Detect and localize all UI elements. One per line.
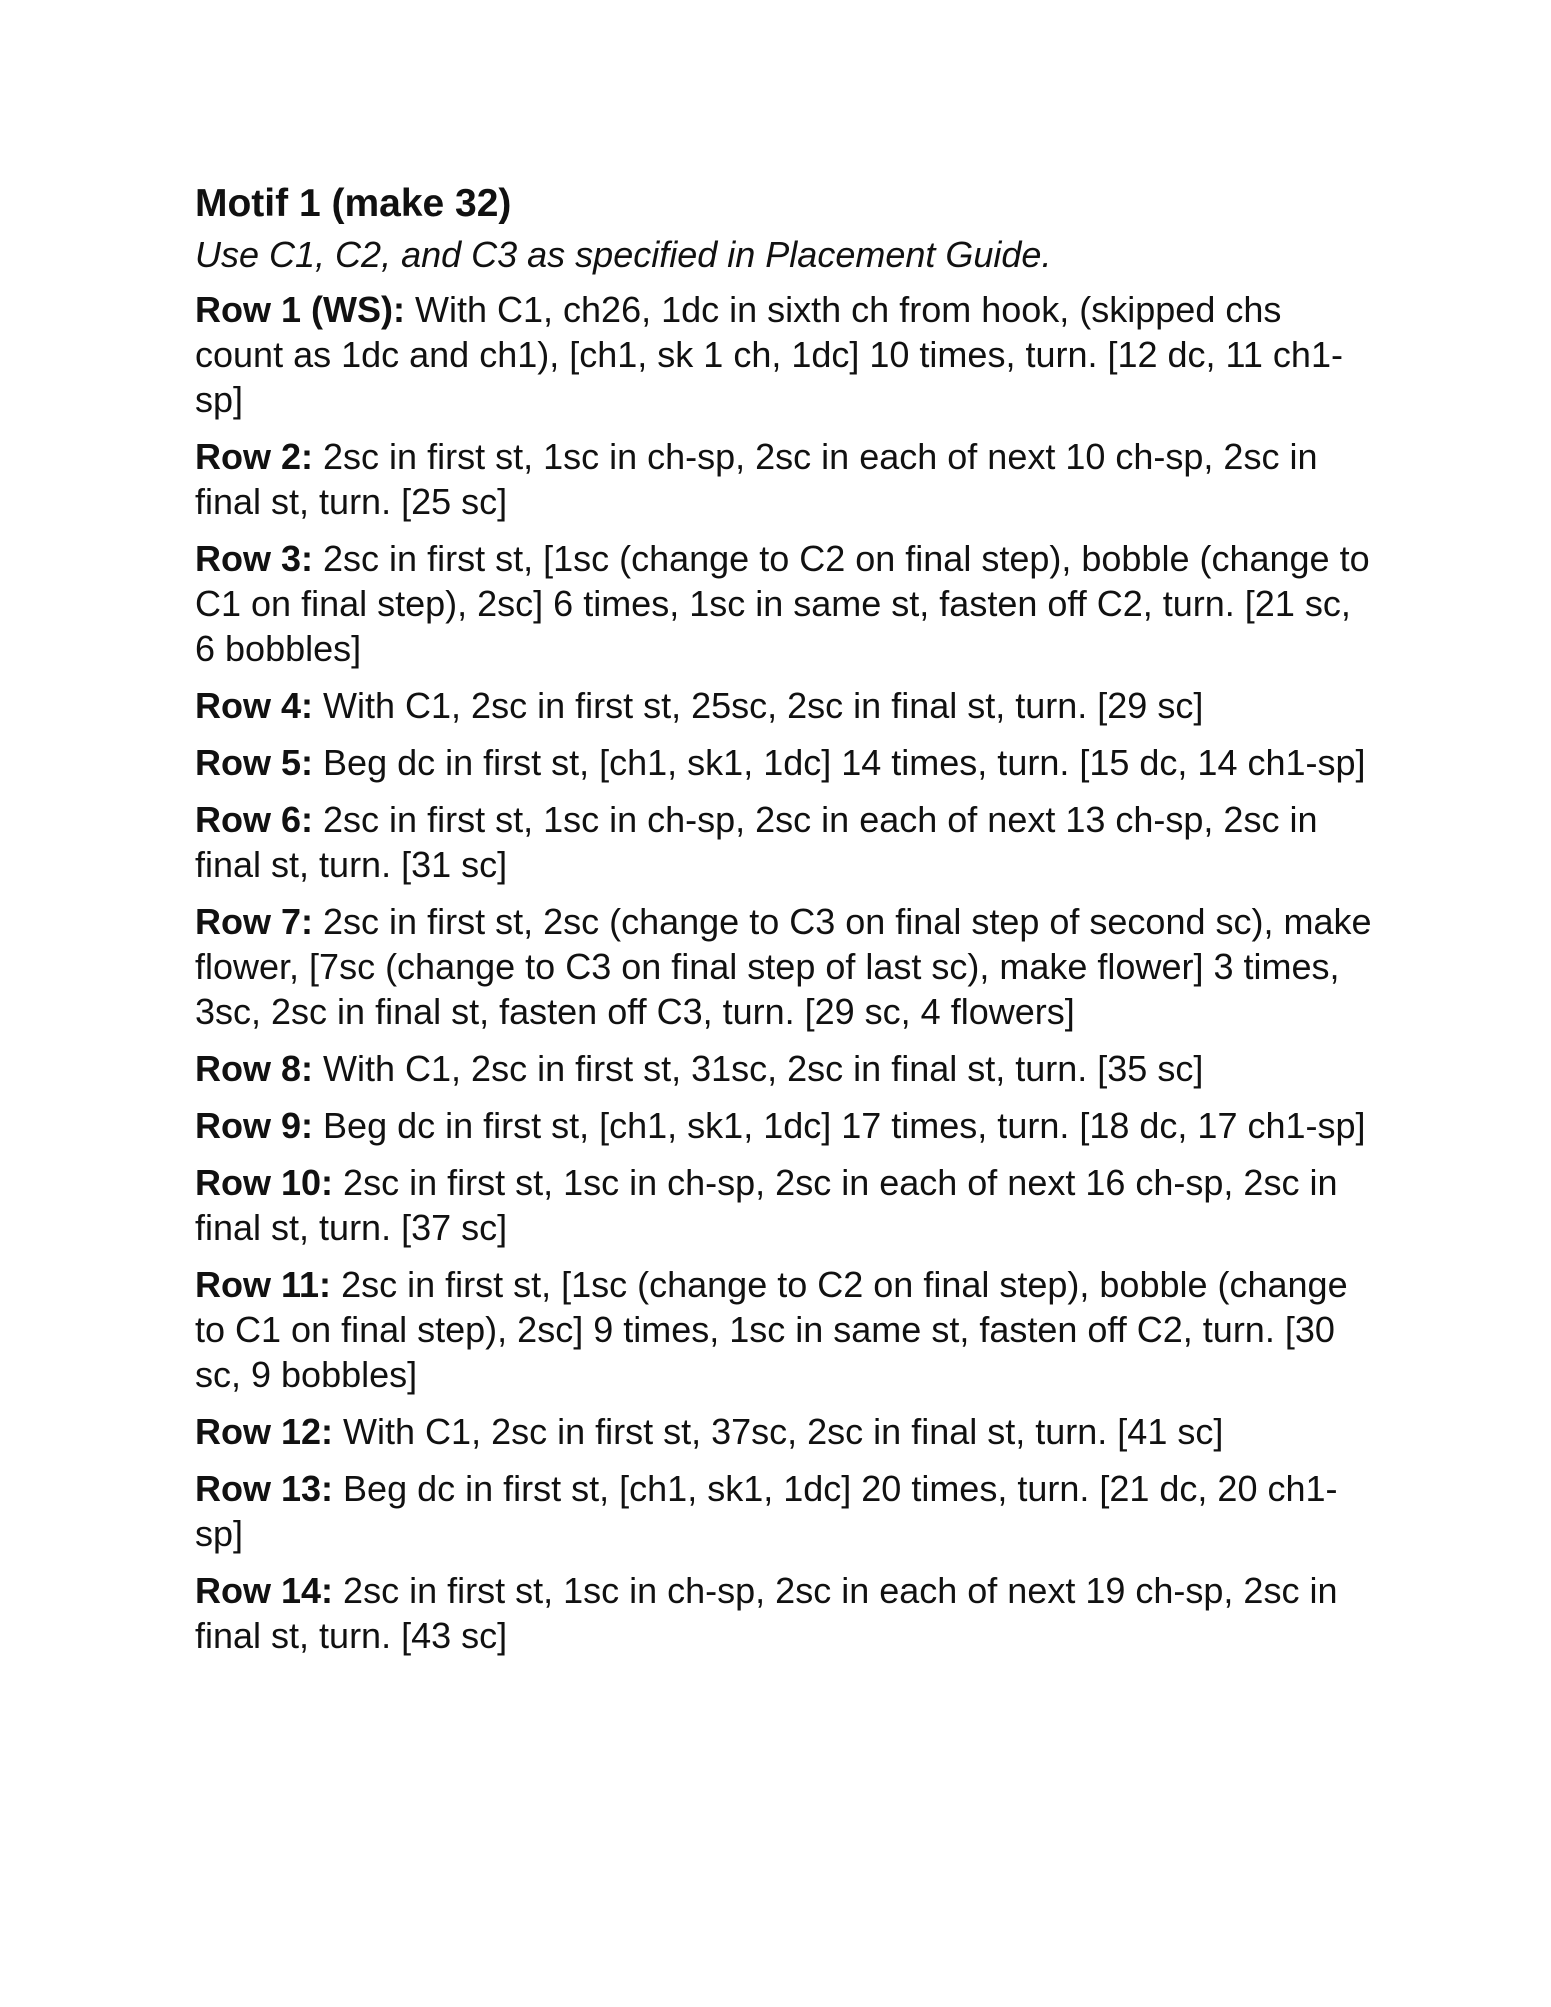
instruction-row-13 <box>195 1466 1375 1556</box>
row-label: Row 13: <box>195 1468 334 1509</box>
row-label: Row 8: <box>195 1048 314 1089</box>
row-text: 2sc in first st, 2sc (change to C3 on final step of second sc), make flower, [7sc (change to C3 on final step of last sc), make flower] 3 times, 3sc, 2sc in final st, fasten off C3, turn. [29 sc, 4 flowers] <box>195 901 1372 1032</box>
instruction-row-2 <box>195 434 1375 524</box>
instruction-row-1 <box>195 287 1375 422</box>
row-label: Row 1 (WS): <box>195 289 405 330</box>
page-subtitle: Use C1, C2, and C3 as specified in Placement Guide. <box>195 234 1052 275</box>
page-title: Motif 1 (make 32) <box>195 182 512 225</box>
row-label: Row 11: <box>195 1264 332 1305</box>
instruction-row-11 <box>195 1262 1375 1397</box>
row-text: 2sc in first st, 1sc in ch-sp, 2sc in each of next 10 ch-sp, 2sc in final st, turn. [25 sc] <box>195 436 1318 522</box>
row-label: Row 4: <box>195 685 314 726</box>
row-label: Row 3: <box>195 538 314 579</box>
instruction-row-10 <box>195 1160 1375 1250</box>
row-label: Row 10: <box>195 1162 334 1203</box>
row-text: 2sc in first st, 1sc in ch-sp, 2sc in each of next 16 ch-sp, 2sc in final st, turn. [37 sc] <box>195 1162 1338 1248</box>
row-label: Row 6: <box>195 799 314 840</box>
instruction-row-4 <box>195 683 1375 728</box>
instruction-row-5 <box>195 740 1375 785</box>
instruction-row-9 <box>195 1103 1375 1148</box>
row-label: Row 9: <box>195 1105 314 1146</box>
row-text: Beg dc in first st, [ch1, sk1, 1dc] 14 times, turn. [15 dc, 14 ch1-sp] <box>323 742 1366 783</box>
row-label: Row 12: <box>195 1411 334 1452</box>
row-text: With C1, 2sc in first st, 37sc, 2sc in final st, turn. [41 sc] <box>343 1411 1224 1452</box>
instruction-row-14 <box>195 1568 1375 1658</box>
row-label: Row 5: <box>195 742 314 783</box>
instruction-row-7 <box>195 899 1375 1034</box>
row-label: Row 2: <box>195 436 314 477</box>
instruction-row-6 <box>195 797 1375 887</box>
instruction-row-3 <box>195 536 1375 671</box>
row-text: 2sc in first st, 1sc in ch-sp, 2sc in each of next 19 ch-sp, 2sc in final st, turn. [43 sc] <box>195 1570 1338 1656</box>
document-page <box>195 180 1375 1670</box>
row-text: Beg dc in first st, [ch1, sk1, 1dc] 20 times, turn. [21 dc, 20 ch1-sp] <box>195 1468 1338 1554</box>
row-text: 2sc in first st, [1sc (change to C2 on final step), bobble (change to C1 on final step), 2sc] 9 times, 1sc in same st, fasten off C2, turn. [30 sc, 9 bobbles] <box>195 1264 1348 1395</box>
instruction-row-12 <box>195 1409 1375 1454</box>
row-text: 2sc in first st, 1sc in ch-sp, 2sc in each of next 13 ch-sp, 2sc in final st, turn. [31 sc] <box>195 799 1318 885</box>
row-text: Beg dc in first st, [ch1, sk1, 1dc] 17 times, turn. [18 dc, 17 ch1-sp] <box>323 1105 1366 1146</box>
row-label: Row 7: <box>195 901 314 942</box>
instruction-row-8 <box>195 1046 1375 1091</box>
row-text: With C1, ch26, 1dc in sixth ch from hook, (skipped chs count as 1dc and ch1), [ch1, sk 1 ch, 1dc] 10 times, turn. [12 dc, 11 ch1-sp] <box>195 289 1343 420</box>
row-text: 2sc in first st, [1sc (change to C2 on final step), bobble (change to C1 on final step), 2sc] 6 times, 1sc in same st, fasten off C2, turn. [21 sc, 6 bobbles] <box>195 538 1370 669</box>
row-text: With C1, 2sc in first st, 25sc, 2sc in final st, turn. [29 sc] <box>323 685 1204 726</box>
row-text: With C1, 2sc in first st, 31sc, 2sc in final st, turn. [35 sc] <box>323 1048 1204 1089</box>
row-label: Row 14: <box>195 1570 334 1611</box>
